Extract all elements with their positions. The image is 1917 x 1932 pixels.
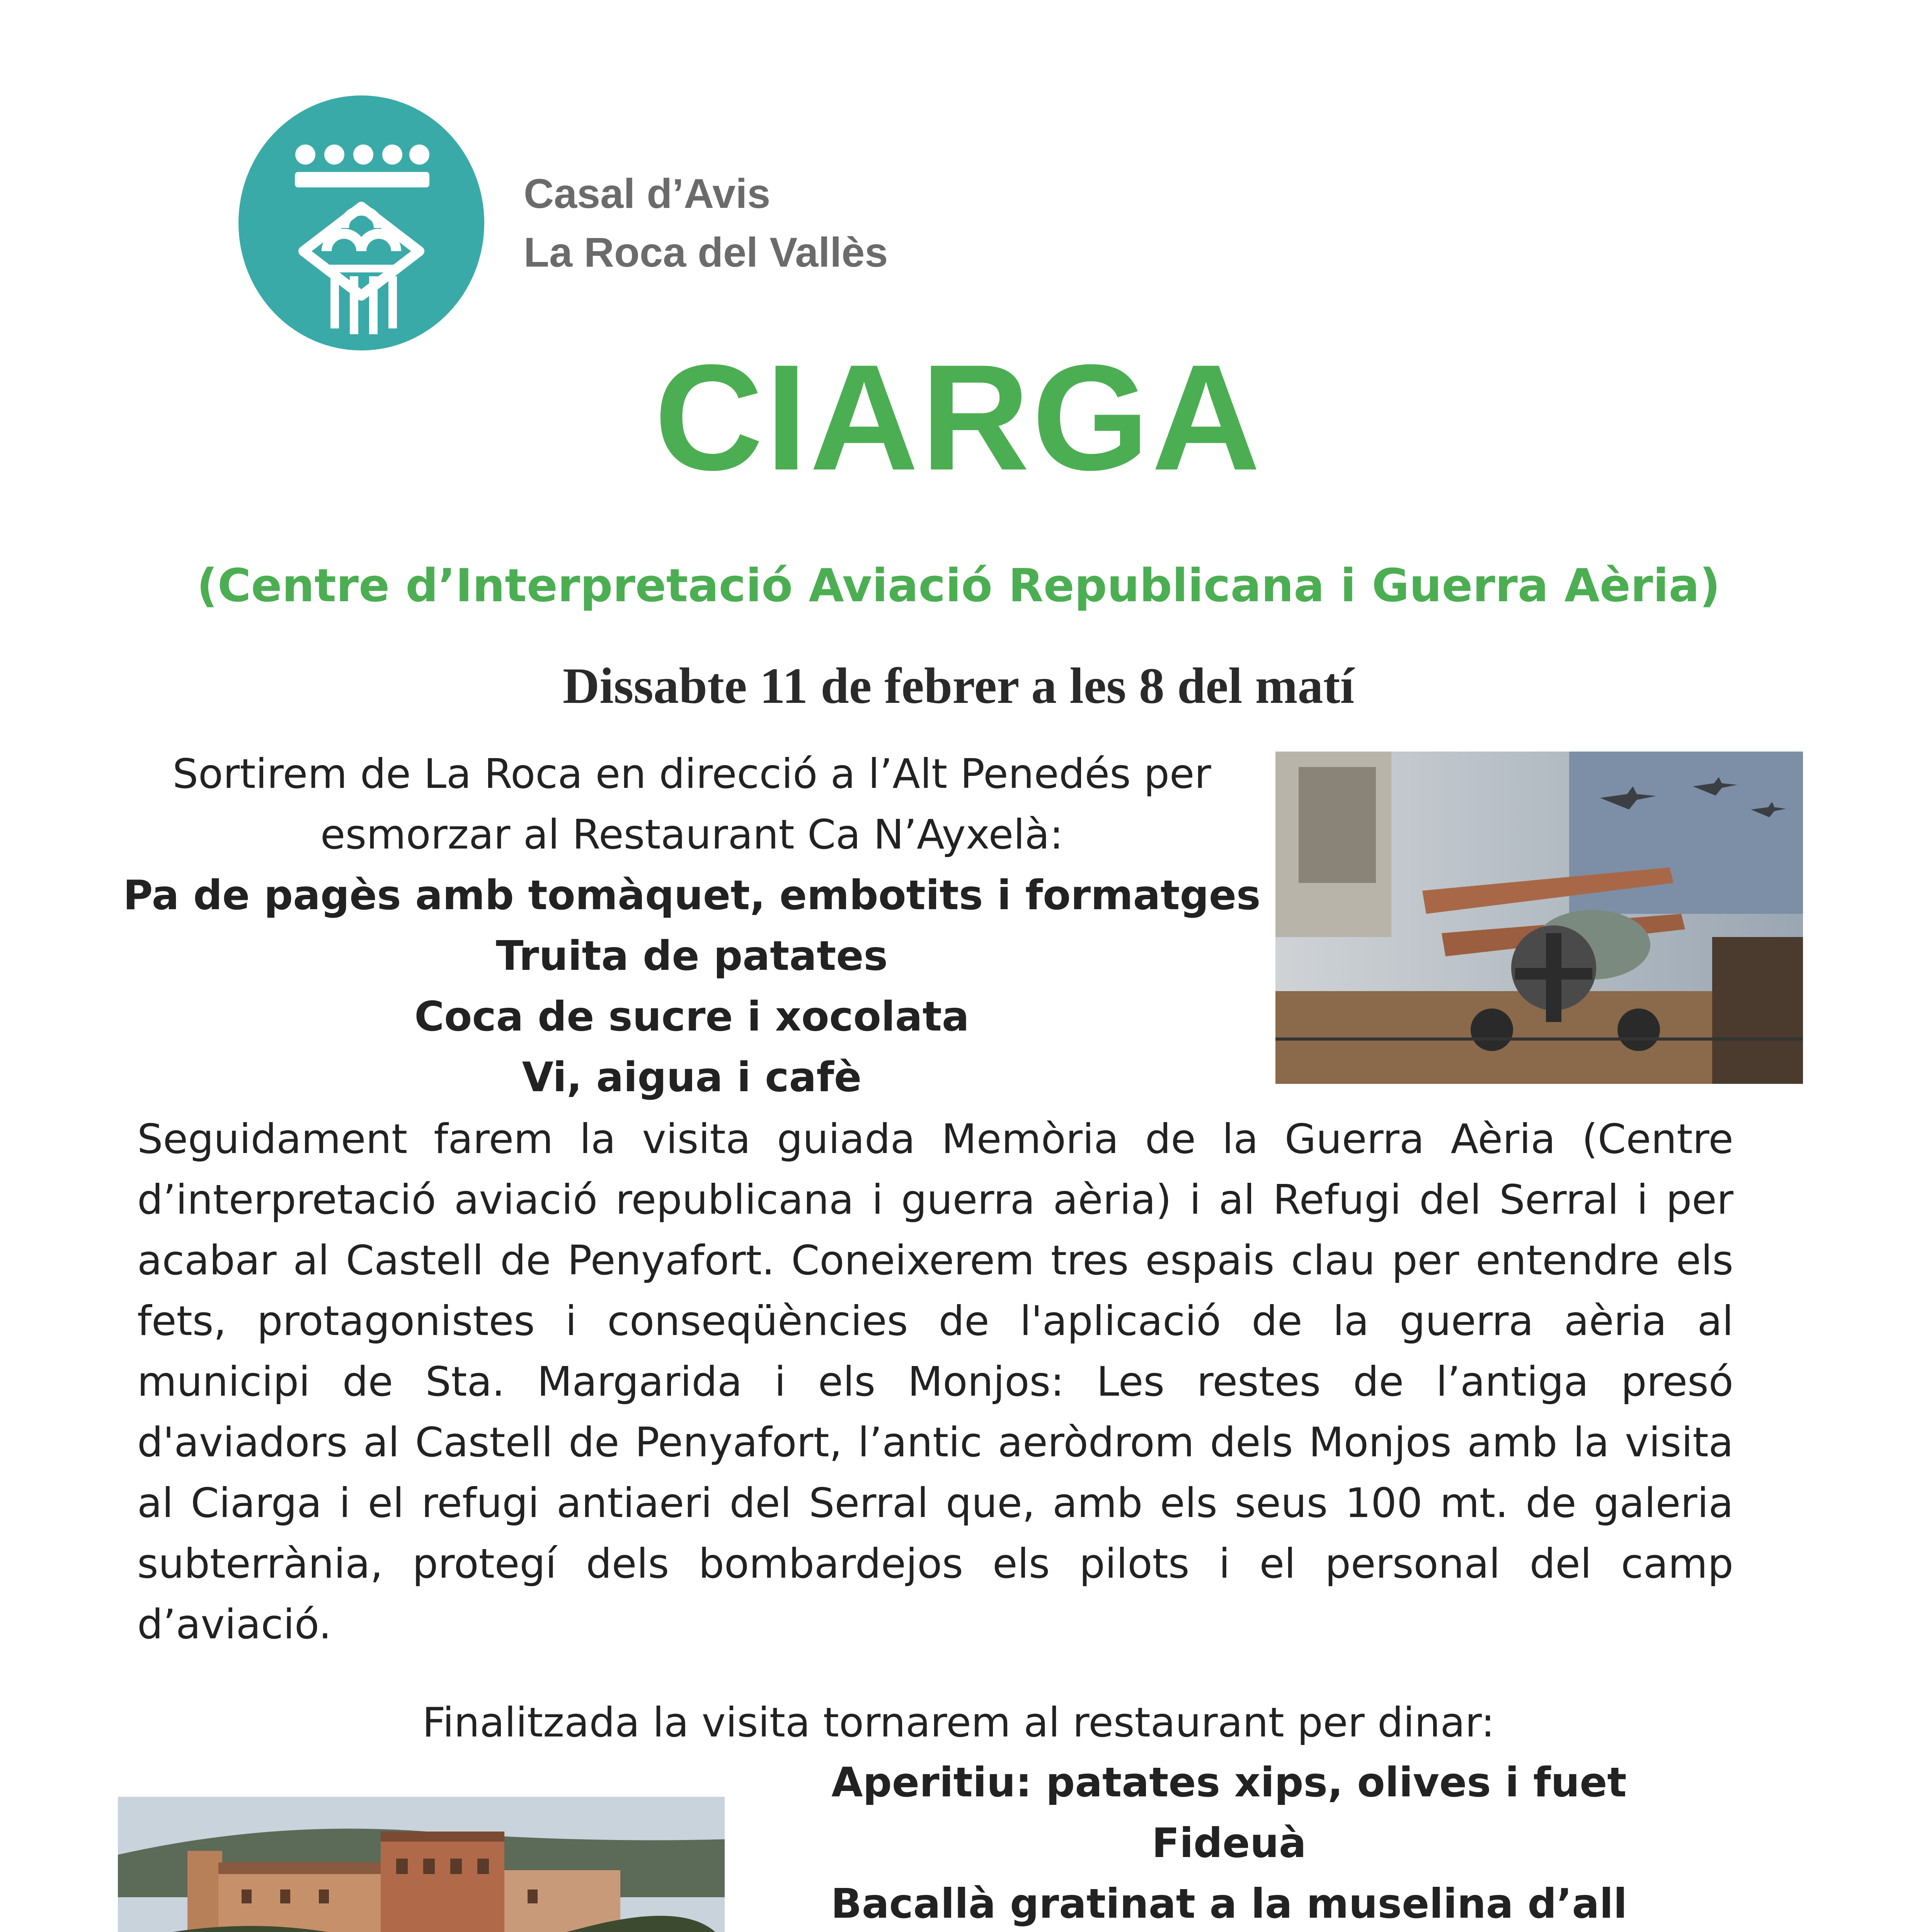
lunch-item: Bacallà gratinat a la muselina d’all [831, 1880, 1628, 1927]
event-date: Dissabte 11 de febrer a les 8 del matí [562, 657, 1355, 714]
casal-name-line1: Casal d’Avis [524, 170, 771, 217]
breakfast-section [116, 744, 1268, 1108]
castle-photo [118, 1797, 725, 1932]
breakfast-item: Truita de patates [495, 932, 888, 980]
casal-name-line2: La Roca del Vallès [524, 229, 888, 276]
page-title: CIARGA [654, 333, 1263, 502]
page-subtitle: (Centre d’Interpretació Aviació Republicana i Guerra Aèria) [196, 559, 1721, 612]
lunch-item: Aperitiu: patates xips, olives i fuet [831, 1759, 1627, 1806]
breakfast-intro-line2: esmorzar al Restaurant Ca N’Ayxelà: [320, 811, 1064, 858]
breakfast-item: Pa de pagès amb tomàquet, embotits i formatges [123, 872, 1261, 919]
casal-logo [238, 95, 485, 352]
casal-name [524, 164, 888, 282]
visit-description: Seguidament farem la visita guiada Memòria de la Guerra Aèria (Centre d’interpretació aviació republicana i guerra aèria) i al Refugi del Serral i per acabar al Castell de Penyafort. Coneixerem tres espais clau per entendre els fets, protagonistes i conseqüències de l'aplicació de la guerra aèria al municipi de Sta. Margarida i els Monjos: Les restes de l’antiga presó d'aviadors al Castell de Penyafort, l’antic aeròdrom dels Monjos amb la visita al Ciarga i el refugi antiaeri del Serral que, amb els seus 100 mt. de galeria subterrània, protegí dels bombardejos els pilots i el personal del camp d’aviació. [137, 1116, 1733, 1648]
breakfast-intro-line1: Sortirem de La Roca en direcció a l’Alt Penedés per [172, 750, 1211, 798]
lunch-menu [761, 1752, 1697, 1932]
lunch-intro: Finalitzada la visita tornarem al restaurant per dinar: [422, 1699, 1495, 1746]
breakfast-item: Coca de sucre i xocolata [414, 993, 969, 1040]
breakfast-item: Vi, aigua i cafè [522, 1054, 862, 1101]
museum-airplane-photo [1275, 752, 1803, 1084]
lunch-item: Fideuà [1152, 1820, 1306, 1867]
